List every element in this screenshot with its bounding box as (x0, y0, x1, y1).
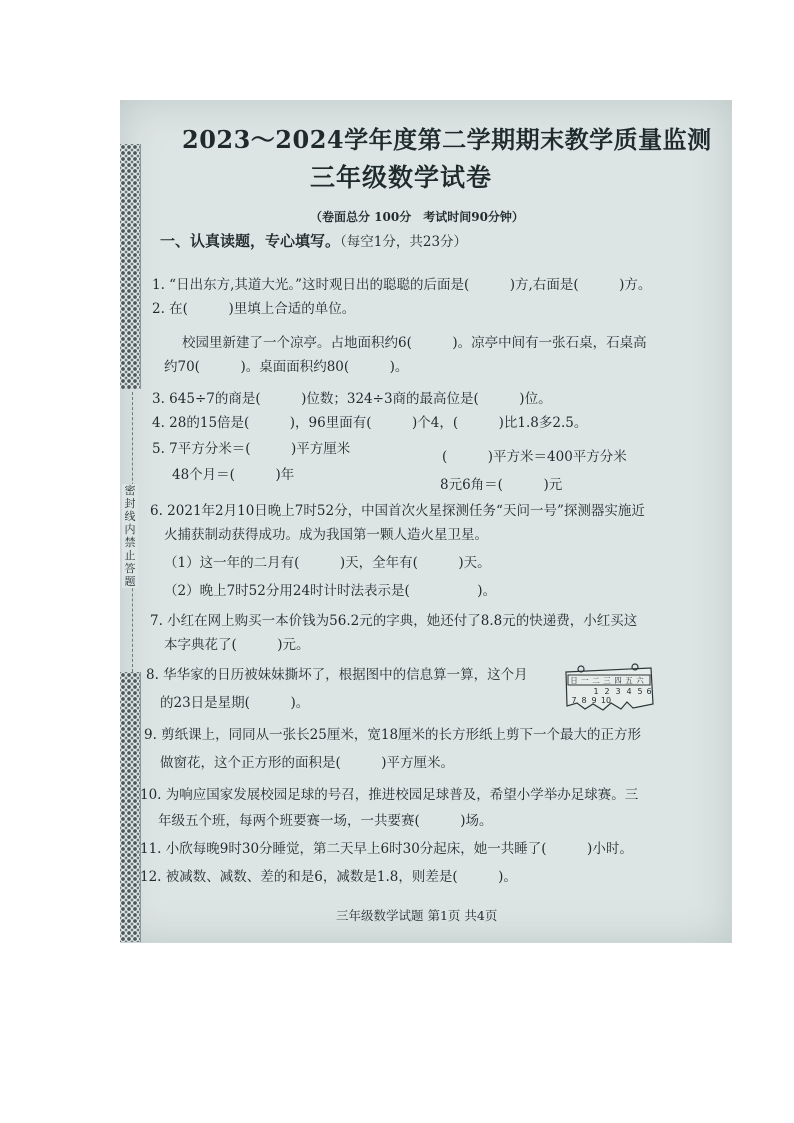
calendar-day: 6 (646, 687, 652, 696)
decorative-border-top (120, 144, 141, 389)
question-5-line-2b: 8元6角＝( )元 (440, 477, 563, 493)
seal-line-label: 密封线内禁止答题 (122, 484, 138, 588)
score-time-info: （卷面总分 100分 考试时间90分钟） (310, 210, 524, 224)
question-5-line-2a: 48个月＝( )年 (172, 467, 295, 483)
exam-subtitle: 三年级数学试卷 (310, 163, 493, 192)
calendar-day: 1 (593, 687, 599, 696)
question-2: 2. 在( )里填上合适的单位。 (152, 301, 356, 317)
exam-title: 2023～2024学年度第二学期期末教学质量监测 (182, 125, 712, 154)
question-12: 12. 被减数、减数、差的和是6，减数是1.8，则差是( )。 (140, 869, 517, 885)
question-7-line-2: 本字典花了( )元。 (164, 637, 310, 653)
question-1: 1. “日出东方,其道大光。”这时观日出的聪聪的后面是( )方,右面是( )方。 (152, 277, 652, 293)
calendar-day: 7 (571, 696, 577, 705)
weekday-fri: 五 (625, 676, 633, 685)
question-5-line-1b: ( )平方米＝400平方分米 (442, 449, 627, 465)
calendar-day: 5 (637, 687, 643, 696)
weekday-mon: 一 (581, 676, 589, 685)
calendar-day: 4 (626, 687, 632, 696)
section-heading (160, 230, 467, 251)
question-6-sub-2: （2）晚上7时52分用24时计时法表示是( )。 (164, 583, 497, 599)
question-9-line-1: 9. 剪纸课上，同同从一张长25厘米，宽18厘米的长方形纸上剪下一个最大的正方形 (144, 727, 642, 743)
decorative-border-bottom (120, 672, 141, 942)
question-7-line-1: 7. 小红在网上购买一本价钱为56.2元的字典，她还付了8.8元的快递费，小红买这 (150, 613, 638, 629)
exam-paper-sheet (120, 100, 732, 943)
question-2-line-2: 约70( )。桌面面积约80( )。 (164, 359, 409, 375)
question-6-line-1: 6. 2021年2月10日晚上7时52分，中国首次火星探测任务“天问一号”探测器实施近 (150, 503, 645, 519)
question-4: 4. 28的15倍是( )，96里面有( )个4，( )比1.8多2.5。 (152, 415, 588, 431)
page-footer: 三年级数学试题 第1页 共4页 (336, 908, 498, 923)
weekday-sat: 六 (636, 676, 644, 685)
calendar-day: 3 (615, 687, 621, 696)
question-5-line-1a: 5. 7平方分米＝( )平方厘米 (152, 441, 351, 457)
question-10-line-1: 10. 为响应国家发展校园足球的号召，推进校园足球普及，希望小学举办足球赛。三 (140, 787, 639, 803)
calendar-day: 9 (591, 696, 597, 705)
question-3: 3. 645÷7的商是( )位数；324÷3商的最高位是( )位。 (152, 391, 552, 407)
calendar-day: 2 (604, 687, 610, 696)
question-6-line-2: 火捕获制动获得成功。成为我国第一颗人造火星卫星。 (164, 527, 488, 543)
question-6-sub-1: （1）这一年的二月有( )天，全年有( )天。 (164, 555, 491, 571)
question-8-line-1: 8. 华华家的日历被妹妹撕坏了，根据图中的信息算一算，这个月 (146, 667, 528, 683)
question-8-line-2: 的23日是星期( )。 (160, 695, 310, 711)
question-2-line-1: 校园里新建了一个凉亭。占地面积约6( )。凉亭中间有一张石桌，石桌高 (182, 335, 647, 351)
calendar-day: 8 (581, 696, 587, 705)
question-9-line-2: 做窗花，这个正方形的面积是( )平方厘米。 (160, 755, 455, 771)
question-10-line-2: 年级五个班，每两个班要赛一场，一共要赛( )场。 (158, 813, 493, 829)
section-note: （每空1分，共23分） (340, 234, 468, 250)
weekday-sun: 日 (570, 676, 578, 685)
weekday-wed: 三 (603, 676, 611, 685)
weekday-tue: 二 (592, 676, 600, 685)
section-title: 一、认真读题，专心填写。 (160, 232, 341, 250)
torn-calendar-image (563, 662, 655, 712)
binding-margin (120, 122, 140, 922)
weekday-thu: 四 (614, 676, 622, 685)
question-11: 11. 小欣每晚9时30分睡觉，第二天早上6时30分起床，她一共睡了( )小时。 (140, 841, 633, 857)
calendar-day: 10 (600, 696, 612, 705)
